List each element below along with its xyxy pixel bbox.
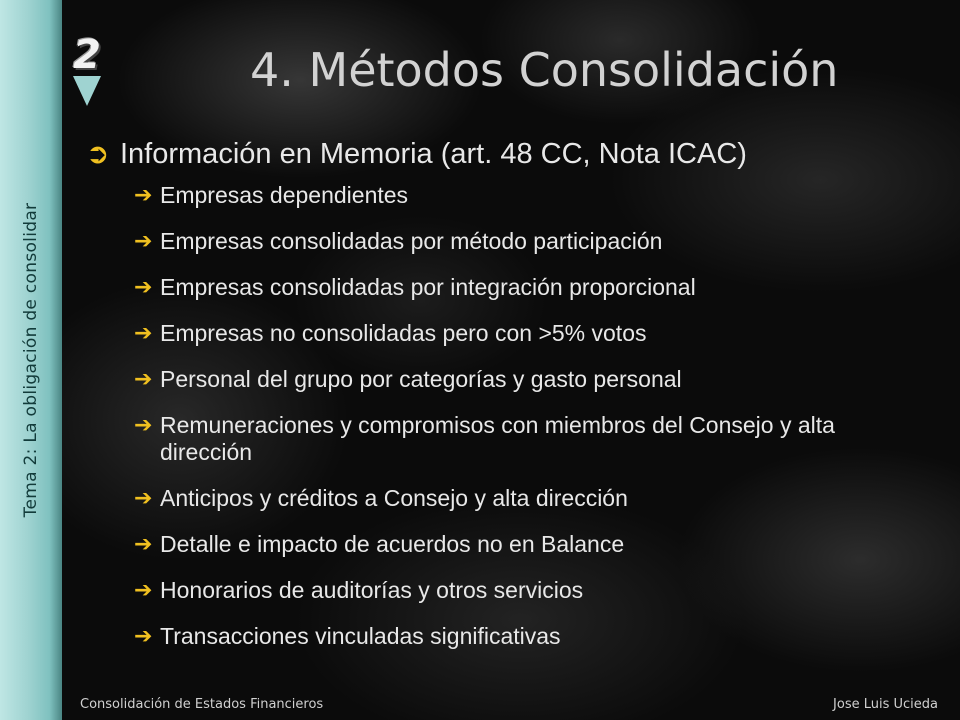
arrow-right-icon: ➔: [134, 624, 153, 649]
list-item: [134, 412, 946, 466]
chapter-number: 2: [73, 32, 101, 78]
list-item: [134, 228, 946, 255]
list-item-text: Empresas no consolidadas pero con >5% votos: [160, 320, 647, 346]
list-item: [134, 182, 946, 209]
arrow-right-icon: ➔: [134, 486, 153, 511]
slide-title: 4. Métodos Consolidación: [250, 43, 839, 97]
curved-arrow-icon: ➲: [86, 137, 110, 170]
list-item-text: Empresas dependientes: [160, 182, 409, 208]
arrow-right-icon: ➔: [134, 578, 153, 603]
arrow-right-icon: ➔: [134, 321, 153, 346]
list-item: [134, 623, 946, 650]
main-bullet-text: Información en Memoria (art. 48 CC, Nota ICAC): [120, 138, 747, 170]
list-item-text: Transacciones vinculadas significativas: [160, 623, 561, 649]
arrow-right-icon: ➔: [134, 183, 153, 208]
sidebar-title: Tema 2: La obligación de consolidar: [21, 202, 41, 518]
arrow-right-icon: ➔: [134, 413, 153, 438]
bullet-list: [86, 182, 946, 650]
list-item-text: Personal del grupo por categorías y gasto personal: [160, 366, 682, 392]
list-item: [134, 485, 946, 512]
list-item-text: Detalle e impacto de acuerdos no en Balance: [160, 531, 625, 557]
footer-course: Consolidación de Estados Financieros: [80, 697, 324, 712]
list-item-text: Honorarios de auditorías y otros servicios: [160, 577, 584, 603]
list-item-text: Anticipos y créditos a Consejo y alta dirección: [160, 485, 628, 511]
arrow-right-icon: ➔: [134, 229, 153, 254]
list-item: [134, 531, 946, 558]
list-item-text: Remuneraciones y compromisos con miembros del Consejo y alta dirección: [160, 412, 835, 465]
triangle-icon: [73, 76, 101, 106]
sidebar: [0, 0, 62, 720]
footer-author: Jose Luis Ucieda: [833, 697, 938, 712]
arrow-right-icon: ➔: [134, 367, 153, 392]
list-item: [134, 320, 946, 347]
chapter-badge: [64, 32, 110, 112]
arrow-right-icon: ➔: [134, 532, 153, 557]
list-item-text: Empresas consolidadas por integración proporcional: [160, 274, 696, 300]
slide-content: [86, 134, 946, 669]
arrow-right-icon: ➔: [134, 275, 153, 300]
list-item: [134, 274, 946, 301]
list-item: [134, 577, 946, 604]
list-item: [134, 366, 946, 393]
main-bullet: [86, 134, 946, 174]
list-item-text: Empresas consolidadas por método participación: [160, 228, 663, 254]
